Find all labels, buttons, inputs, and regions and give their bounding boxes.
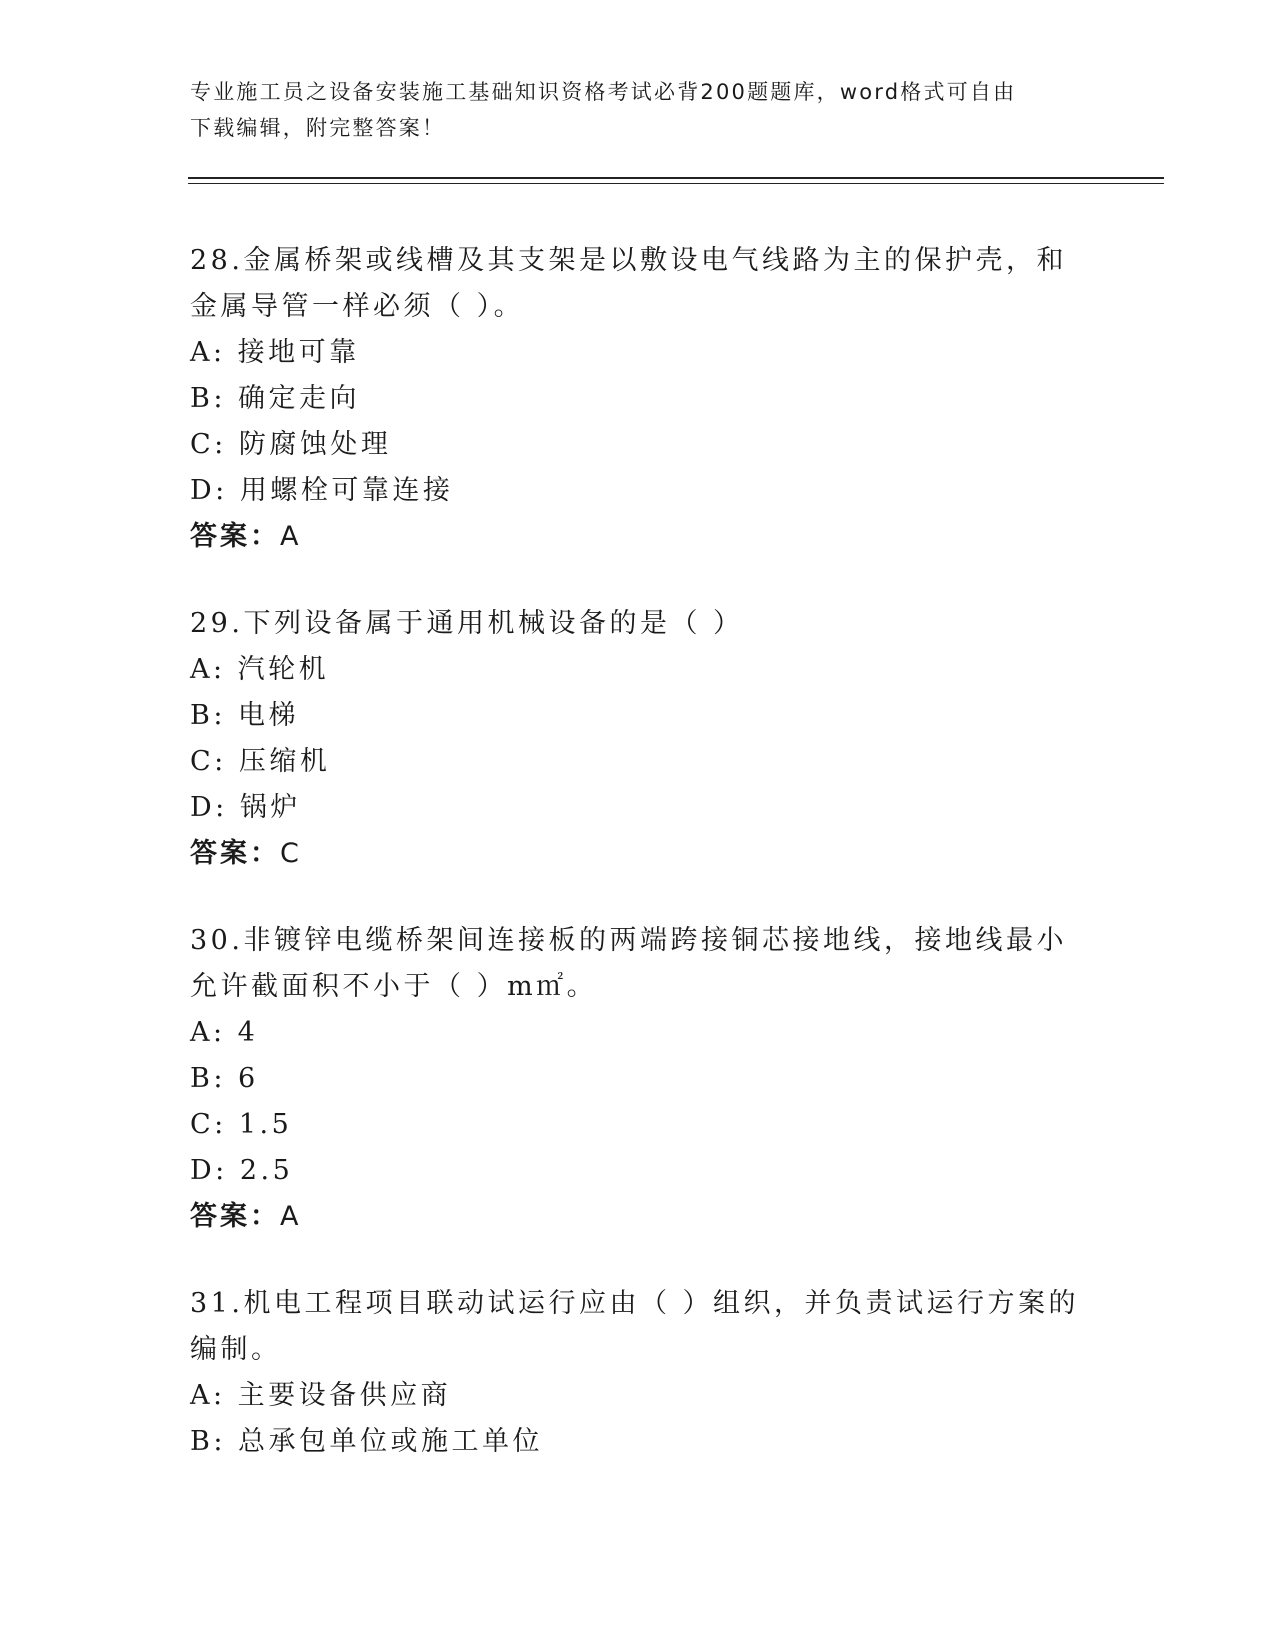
option-d: D: 2.5 [190, 1155, 294, 1186]
option-b: B: 确定走向 [190, 383, 361, 414]
question-text: 30.非镀锌电缆桥架间连接板的两端跨接铜芯接地线，接地线最小允许截面积不小于（ ）m㎡。 [190, 925, 1067, 1002]
option-b: B: 电梯 [190, 700, 300, 731]
answer [190, 514, 1090, 560]
answer-value: A [280, 521, 302, 552]
option-d: D: 锅炉 [190, 792, 301, 823]
question-29 [190, 601, 1090, 877]
question-28 [190, 238, 1090, 560]
header-divider-thin [188, 183, 1164, 184]
answer-value: A [280, 1201, 302, 1232]
answer-label: 答案： [190, 838, 280, 869]
header-line-1: 专业施工员之设备安装施工基础知识资格考试必背200题题库，word格式可自由 [190, 80, 1017, 104]
option-c: C: 1.5 [190, 1109, 293, 1140]
option-c: C: 压缩机 [190, 746, 331, 777]
option-a: A: 4 [190, 1017, 259, 1048]
option-c: C: 防腐蚀处理 [190, 429, 392, 460]
document-header [190, 74, 1090, 146]
question-list [190, 238, 1090, 1506]
header-line-2: 下载编辑，附完整答案！ [190, 116, 446, 140]
option-a: A: 汽轮机 [190, 654, 330, 685]
answer-label: 答案： [190, 1201, 280, 1232]
option-b: B: 总承包单位或施工单位 [190, 1426, 544, 1457]
answer-value: C [280, 838, 302, 869]
answer [190, 1194, 1090, 1240]
option-a: A: 接地可靠 [190, 337, 360, 368]
option-d: D: 用螺栓可靠连接 [190, 475, 454, 506]
question-30 [190, 918, 1090, 1240]
option-b: B: 6 [190, 1063, 259, 1094]
question-text: 28.金属桥架或线槽及其支架是以敷设电气线路为主的保护壳，和金属导管一样必须（ ）。 [190, 245, 1067, 322]
question-31 [190, 1281, 1090, 1465]
option-a: A: 主要设备供应商 [190, 1380, 452, 1411]
question-text: 29.下列设备属于通用机械设备的是（ ） [190, 608, 744, 639]
question-text: 31.机电工程项目联动试运行应由（ ）组织，并负责试运行方案的编制。 [190, 1288, 1080, 1365]
answer-label: 答案： [190, 521, 280, 552]
header-divider-thick [188, 177, 1164, 179]
answer [190, 831, 1090, 877]
